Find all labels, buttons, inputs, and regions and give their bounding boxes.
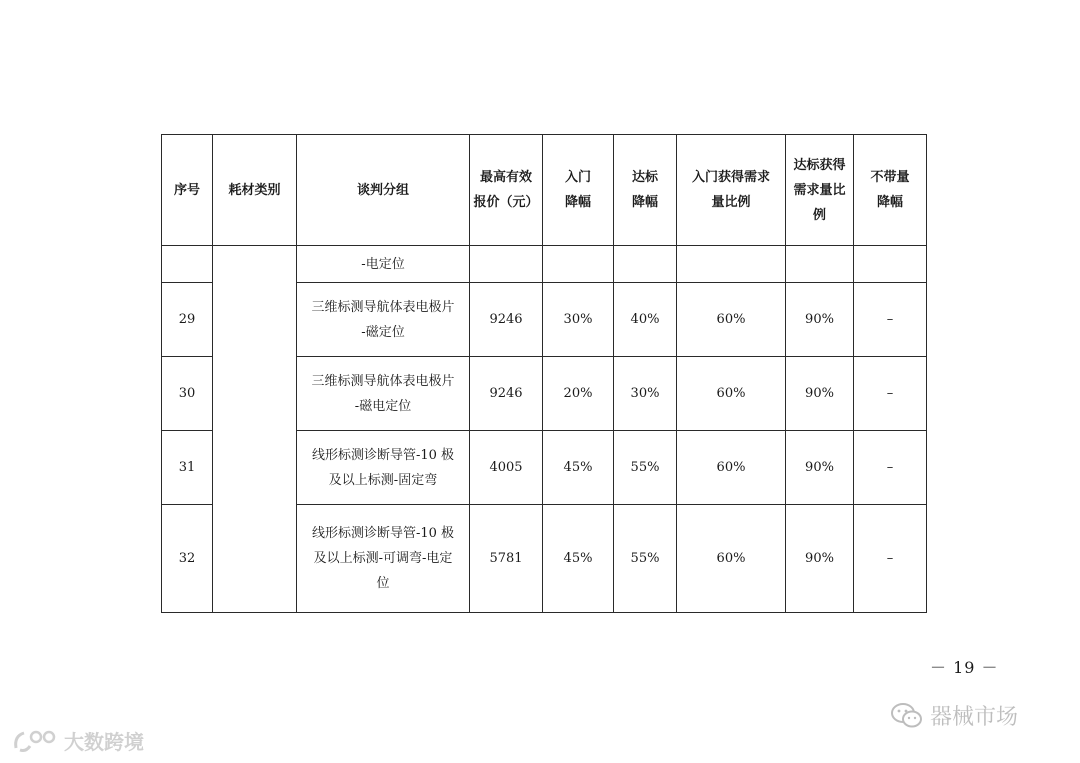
cell-no-volume-drop [854, 246, 927, 283]
cell-target-drop [614, 246, 677, 283]
cell-price: 5781 [470, 505, 543, 613]
header-row [162, 135, 927, 246]
cell-group: 线形标测诊断导管-10 极 及以上标测-可调弯-电定 位 [297, 505, 470, 613]
cell-target-ratio: 90% [786, 357, 854, 431]
cell-price: 9246 [470, 357, 543, 431]
page-number: － 19 － [930, 658, 999, 677]
cell-entry-ratio: 60% [677, 431, 786, 505]
cell-entry-ratio [677, 246, 786, 283]
kol-logo-icon [12, 728, 60, 754]
cell-target-ratio [786, 246, 854, 283]
watermark-left [12, 726, 144, 755]
header-no-volume-drop: 不带量 降幅 [854, 135, 927, 246]
cell-entry-drop: 30% [543, 283, 614, 357]
consumables-table [161, 134, 927, 613]
header-no: 序号 [162, 135, 213, 246]
cell-no [162, 246, 213, 283]
cell-no: 30 [162, 357, 213, 431]
cell-no-volume-drop: – [854, 505, 927, 613]
cell-no-volume-drop: – [854, 431, 927, 505]
cell-group: 三维标测导航体表电极片 -磁电定位 [297, 357, 470, 431]
cell-price: 9246 [470, 283, 543, 357]
wechat-icon [890, 702, 924, 730]
header-entry-drop: 入门 降幅 [543, 135, 614, 246]
header-entry-ratio: 入门获得需求 量比例 [677, 135, 786, 246]
header-group: 谈判分组 [297, 135, 470, 246]
cell-target-drop: 40% [614, 283, 677, 357]
cell-entry-drop: 45% [543, 431, 614, 505]
cell-target-drop: 55% [614, 431, 677, 505]
cell-group: -电定位 [297, 246, 470, 283]
cell-group: 线形标测诊断导管-10 极 及以上标测-固定弯 [297, 431, 470, 505]
cell-group: 三维标测导航体表电极片 -磁定位 [297, 283, 470, 357]
header-target-ratio: 达标获得 需求量比 例 [786, 135, 854, 246]
cell-target-ratio: 90% [786, 431, 854, 505]
cell-target-drop: 30% [614, 357, 677, 431]
watermark-right-text: 器械市场 [930, 705, 1019, 730]
cell-category [213, 246, 297, 613]
header-category: 耗材类别 [213, 135, 297, 246]
watermark-right [890, 700, 1018, 731]
cell-price: 4005 [470, 431, 543, 505]
watermark-left-text: 大数跨境 [64, 730, 144, 754]
table-row [162, 246, 927, 283]
cell-entry-drop [543, 246, 614, 283]
cell-target-ratio: 90% [786, 505, 854, 613]
cell-no: 31 [162, 431, 213, 505]
cell-price [470, 246, 543, 283]
cell-target-drop: 55% [614, 505, 677, 613]
cell-entry-drop: 45% [543, 505, 614, 613]
cell-entry-drop: 20% [543, 357, 614, 431]
cell-target-ratio: 90% [786, 283, 854, 357]
cell-entry-ratio: 60% [677, 283, 786, 357]
header-target-drop: 达标 降幅 [614, 135, 677, 246]
cell-no-volume-drop: – [854, 357, 927, 431]
cell-entry-ratio: 60% [677, 357, 786, 431]
header-price: 最高有效 报价（元） [470, 135, 543, 246]
cell-no: 29 [162, 283, 213, 357]
cell-entry-ratio: 60% [677, 505, 786, 613]
cell-no-volume-drop: – [854, 283, 927, 357]
cell-no: 32 [162, 505, 213, 613]
